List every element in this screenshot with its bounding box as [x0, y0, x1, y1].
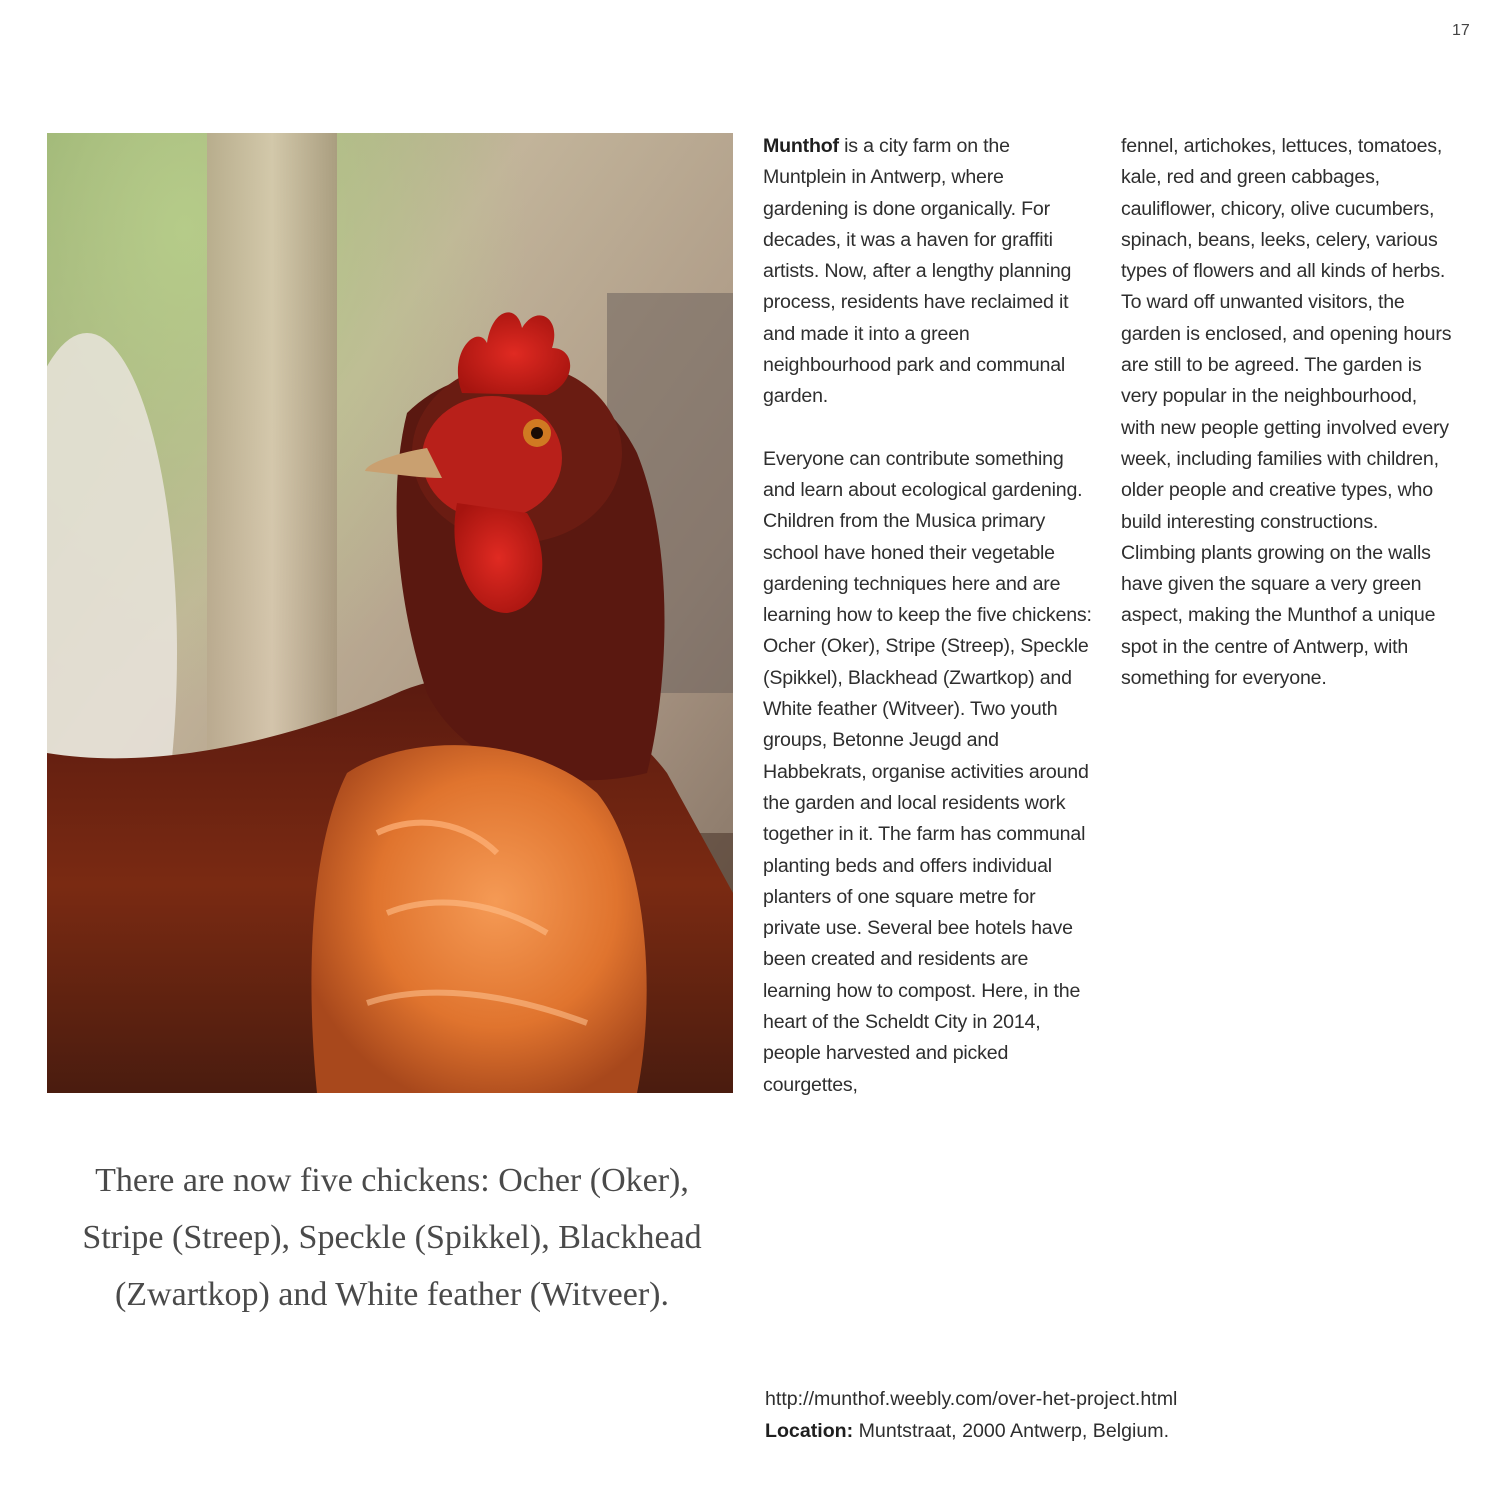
- location-line: [765, 1415, 1177, 1447]
- page-number: 17: [1452, 22, 1470, 39]
- intro-paragraph: [763, 131, 1093, 413]
- source-footer: [765, 1383, 1177, 1447]
- photo-caption: There are now five chickens: Ocher (Oker), Stripe (Streep), Speckle (Spikkel), Blackhead (Zwartkop) and White feather (Witveer).: [82, 1162, 702, 1313]
- body-column-2: [1121, 131, 1456, 694]
- location-value: Muntstraat, 2000 Antwerp, Belgium.: [853, 1420, 1170, 1442]
- source-url: http://munthof.weebly.com/over-het-project.html: [765, 1388, 1178, 1410]
- continued-paragraph: fennel, artichokes, lettuces, tomatoes, kale, red and green cabbages, cauliflower, chicory, olive cucumbers, spinach, beans, leeks, celery, various types of flowers and all kinds of herbs. To ward off unwanted visitors, the garden is enclosed, and opening hours are still to be agreed. The garden is very popular in the neighbourhood, with new people getting involved every week, including families with children, older people and creative types, who build interesting constructions. Climbing plants growing on the walls have given the square a very green aspect, making the Munthof a unique spot in the centre of Antwerp, with something for everyone.: [1121, 135, 1452, 690]
- second-paragraph: Everyone can contribute something and learn about ecological gardening. Children from the Musica primary school have honed their vegetable gardening techniques here and are learning how to keep the five chickens: Ocher (Oker), Stripe (Streep), Speckle (Spikkel), Blackhead (Zwartkop) and White feather (Witveer). Two youth groups, Betonne Jeugd and Habbekrats, organise activities around the garden and local residents work together in it. The farm has communal planting beds and offers individual planters of one square metre for private use. Several bee hotels have been created and residents are learning how to compost. Here, in the heart of the Scheldt City in 2014, people harvested and picked courgettes,: [763, 447, 1092, 1096]
- intro-text: is a city farm on the Muntplein in Antwerp, where gardening is done organically. For decades, it was a haven for graffiti artists. Now, after a lengthy planning process, residents have reclaimed it and made it into a green neighbourhood park and communal garden.: [763, 135, 1072, 408]
- hen-photo: [47, 133, 733, 1093]
- lead-word: Munthof: [763, 135, 839, 157]
- location-label: Location:: [765, 1420, 854, 1442]
- body-column-1: [763, 131, 1093, 1101]
